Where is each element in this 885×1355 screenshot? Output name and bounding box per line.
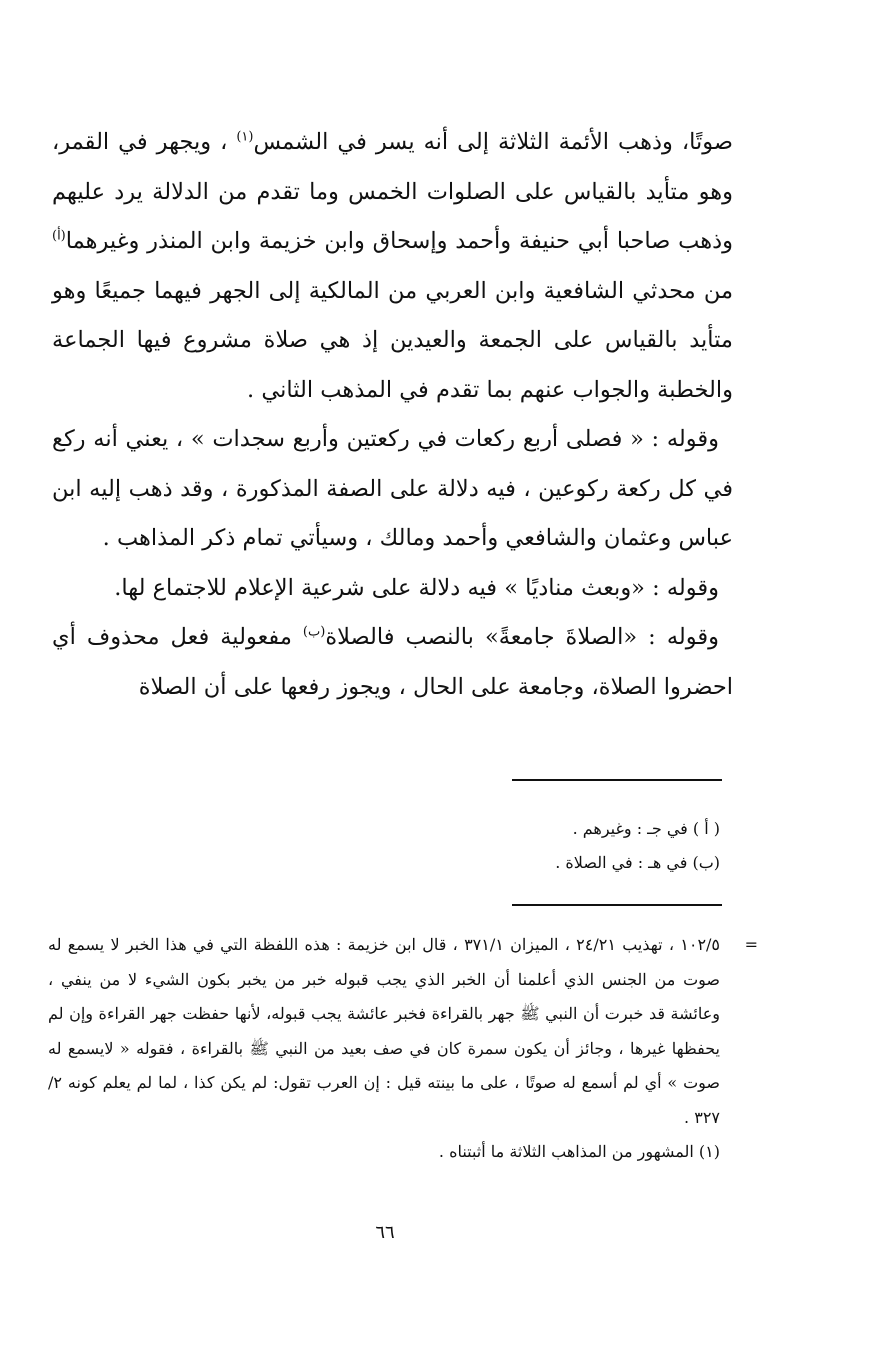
footnote-ref-1: (١): [236, 129, 254, 145]
paragraph-1: [52, 118, 733, 415]
editor-note-a: ( أ ) في جـ : وغيرهم .: [572, 819, 720, 838]
footnote-continuation-text: ١٠٢/٥ ، تهذيب ٢٤/٢١ ، الميزان ٣٧١/١ ، قال ابن خزيمة : هذه اللفظة التي في هذا الخبر لا يسمع له صوت من الجنس الذي أعلمنا أن الخبر الذي يجب قبوله خبر من يخبر بكون الشيء لا من ينفي ، وعائشة قد خبرت أن النبي ﷺ جهر بالقراءة فخبر عائشة يجب قبوله، لأنها حفظت جهر القراءة وإن لم يحفظها غيرها ، وجائز أن يكون سمرة كان في صف بعيد من النبي ﷺ بالقراءة ، فقوله « لايسمع له صوت » أي لم أسمع له صوتًا ، على ما بينته قيل : إن العرب تقول: لم يكن كذا ، لما لم يعلم كونه ٢/ ٣٢٧ .: [48, 935, 721, 1127]
paragraph-text: صوتًا، وذهب الأئمة الثلاثة إلى أنه يسر في الشمس: [253, 129, 733, 155]
footnotes: [48, 928, 758, 1170]
footnote-continuation: [48, 928, 758, 1135]
paragraph-text: مفعولية فعل محذوف أي احضروا الصلاة، وجامعة على الحال ، ويجوز رفعها على أن الصلاة: [52, 624, 733, 700]
continuation-mark: =: [744, 935, 758, 954]
main-text: [52, 118, 733, 712]
editor-note-ref-b: (ب): [302, 624, 326, 640]
editor-note-b: (ب) في هـ : في الصلاة .: [555, 853, 720, 872]
editor-note-ref-a: (أ): [52, 228, 66, 244]
editor-notes-separator: [512, 779, 722, 781]
footnotes-separator: [512, 904, 722, 906]
footnote-1: (١) المشهور من المذاهب الثلاثة ما أثبتناه .: [438, 1142, 720, 1161]
editor-notes: [320, 812, 720, 880]
paragraph-2: وقوله : « فصلى أربع ركعات في ركعتين وأربع سجدات » ، يعني أنه ركع في كل ركعة ركوعين ، فيه دلالة على الصفة المذكورة ، وقد ذهب إليه ابن عباس وعثمان والشافعي وأحمد ومالك ، وسيأتي تمام ذكر المذاهب .: [52, 426, 733, 551]
paragraph-3: وقوله : «وبعث مناديًا » فيه دلالة على شرعية الإعلام للاجتماع لها.: [114, 574, 719, 601]
paragraph-4: [52, 613, 733, 712]
page-number: ٦٦: [375, 1222, 395, 1243]
paragraph-text: من محدثي الشافعية وابن العربي من المالكية إلى الجهر فيهما جميعًا وهو متأيد بالقياس على الجمعة والعيدين إذ هي صلاة مشروع فيها الجماعة والخطبة والجواب عنهم بما تقدم في المذهب الثاني .: [52, 277, 733, 403]
paragraph-text: ، ويجهر في القمر، وهو متأيد بالقياس على الصلوات الخمس وما تقدم من الدلالة يرد عليهم وذهب صاحبا أبي حنيفة وأحمد وإسحاق وابن خزيمة وابن المنذر وغيرهما: [52, 129, 733, 254]
paragraph-text: وقوله : «الصلاةَ جامعةً» بالنصب فالصلاة: [325, 624, 719, 650]
